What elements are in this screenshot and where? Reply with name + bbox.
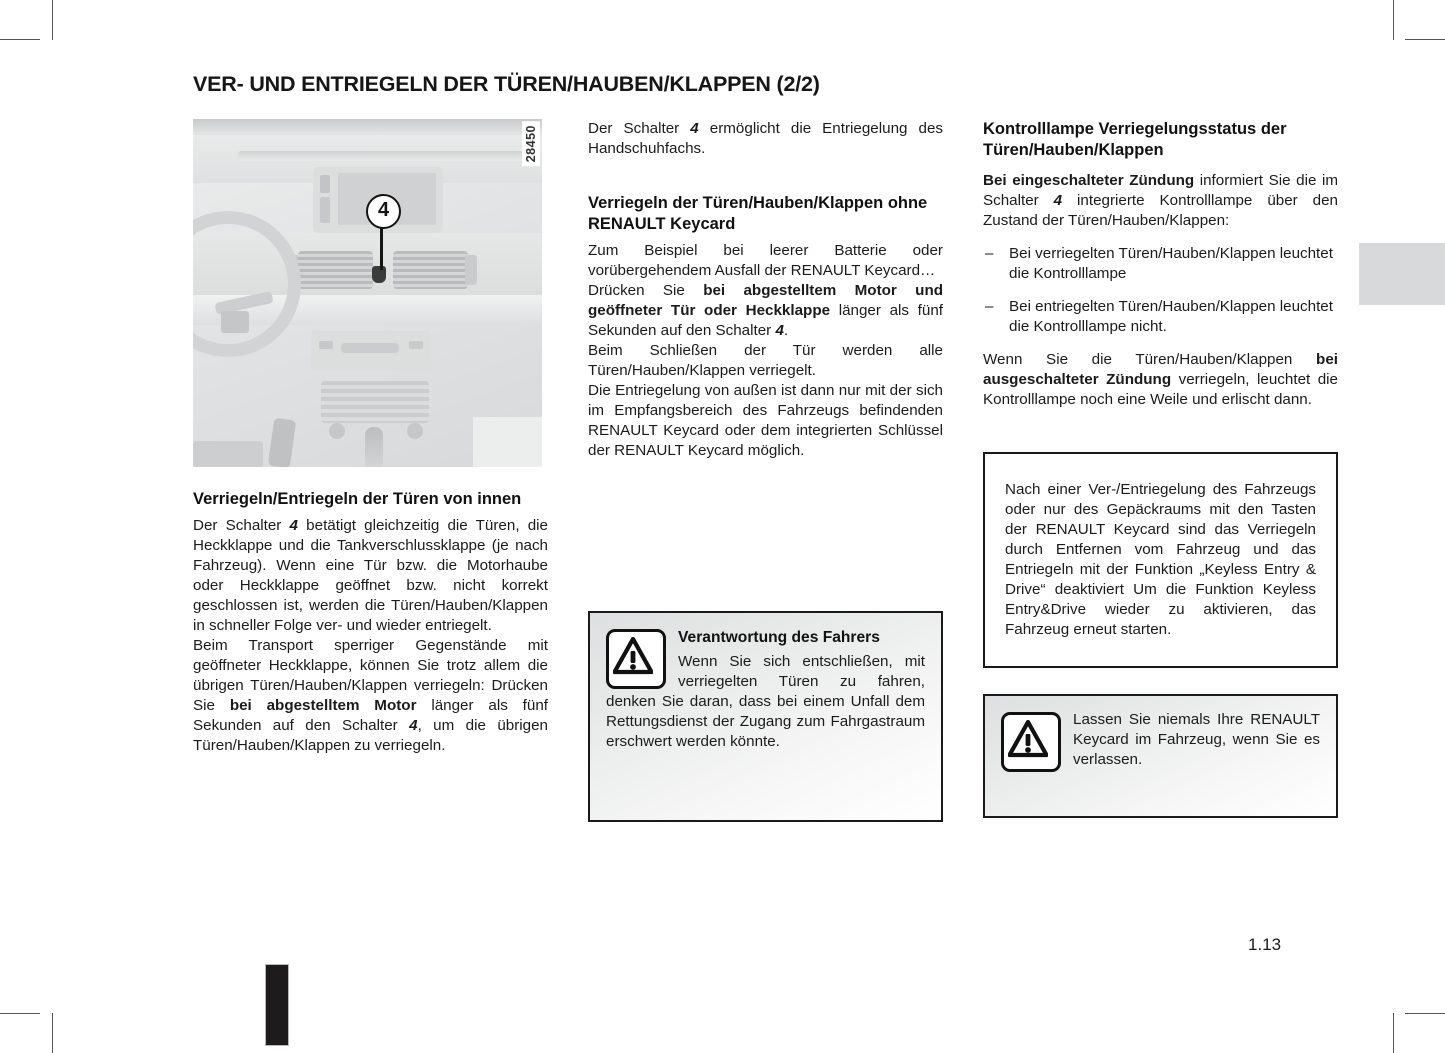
steering-wheel-control-shape xyxy=(221,311,249,333)
middle-column-spacer xyxy=(588,461,943,611)
left-p2-part-b: länger als fünf Sekunden auf den Schalter xyxy=(193,696,549,734)
warning-box-text: Wenn Sie sich entschließen, mit verriegelten Türen zu fahren, denken Sie daran, dass bei einem Unfall dem Rettungsdienst der Zugang zum Fahrgastraum erschwert werden könnte. xyxy=(606,653,925,750)
mid-intro-part-a: Der Schalter xyxy=(588,120,691,137)
mid-p2-bold: bei abgestelltem Motor und geöffneter Tür oder Heckklappe xyxy=(588,282,943,320)
crop-mark-top-right-vertical xyxy=(1393,0,1394,40)
mid-p2-part-a: Drücken Sie xyxy=(588,282,704,300)
mid-intro-switch-number: 4 xyxy=(690,120,699,137)
pedal-shape xyxy=(268,418,296,467)
left-paragraph-1 xyxy=(193,516,548,636)
right-p2-bold: bei ausgeschalteter Zündung xyxy=(983,351,1338,389)
vent-cap-right-shape xyxy=(465,255,477,285)
left-section-heading: Verriegeln/Entriegeln der Türen von innen xyxy=(193,490,522,508)
gear-shifter-shape xyxy=(365,427,383,467)
middle-column xyxy=(588,119,943,822)
warning-box-title: Verantwortung des Fahrers xyxy=(678,629,880,647)
crop-mark-bottom-left-horizontal xyxy=(0,1013,40,1014)
radio-panel-shape xyxy=(321,381,429,423)
display-button-shape-2 xyxy=(320,197,330,223)
note-box-text: Nach einer Ver-/Entriegelung des Fahrzeugs oder nur des Gepäckraums mit den Tasten der RENAULT Keycard sind das Verriegeln durch Entfernen vom Fahrzeug und das Entriegeln mit der Funktion „Keyless Entry & Drive“ deaktiviert Um die Funktion Keyless Entry&Drive wieder zu aktivieren, das Fahrzeug erneut starten. xyxy=(1005,481,1316,638)
right-paragraph-1 xyxy=(983,171,1338,231)
air-vent-right-shape xyxy=(393,251,468,289)
right-column-spacer-1 xyxy=(983,410,1338,452)
right-p1-part-b: integrierte Kontrolllampe über den Zustand der Türen/Hauben/Klappen: xyxy=(983,192,1338,230)
middle-paragraph-2 xyxy=(588,281,943,341)
callout-leader-line xyxy=(380,225,383,270)
chapter-index-tab xyxy=(1359,243,1445,305)
left-p2-part-a: Beim Transport sperriger Gegenstände mit geöffneter Heckklappe, können Sie trotz allem die übrigen Türen/Hauben/Klappen verriegeln: Drücken Sie xyxy=(193,637,548,714)
air-vent-left-shape xyxy=(298,251,373,289)
chapter-marker-bar xyxy=(265,964,289,1046)
right-column xyxy=(983,119,1338,818)
left-p2-bold: bei abgestelltem Motor xyxy=(229,696,417,714)
display-button-shape-1 xyxy=(320,175,330,193)
crop-mark-top-left-horizontal xyxy=(0,39,40,40)
defroster-vent-shape xyxy=(238,151,528,161)
console-knob-left-shape xyxy=(329,423,345,439)
middle-section-heading: Verriegeln der Türen/Hauben/Klappen ohne RENAULT Keycard xyxy=(588,193,928,234)
right-p1-part-a: informiert Sie die im Schalter xyxy=(983,172,1338,210)
left-paragraph-2 xyxy=(193,636,548,756)
warning-triangle-icon xyxy=(606,629,666,689)
warning-triangle-icon xyxy=(1001,712,1061,772)
right-p2-part-b: verriegeln, leuchtet die Kontrolllampe noch eine Weile und erlischt dann. xyxy=(983,371,1339,409)
left-p1-part-b: betätigt gleichzeitig die Türen, die Heckklappe und die Tankverschlussklappe (je nach Fahrzeug). Wenn eine Tür bzw. die Motorhaube oder Heckklappe geöffnet bzw. nicht korrekt geschlossen ist, werden die Türen/Hauben/Klappen in schneller Folge ver- und wieder entriegelt. xyxy=(193,517,548,635)
middle-paragraph-1: Zum Beispiel bei leerer Batterie oder vorübergehendem Ausfall der RENAULT Keycard… xyxy=(588,242,943,280)
mid-p2-switch-number: 4 xyxy=(775,322,784,340)
crop-mark-bottom-left-vertical xyxy=(52,1013,53,1053)
keycard-warning-box xyxy=(983,694,1338,818)
right-column-spacer-2 xyxy=(983,668,1338,694)
callout-badge-4: 4 xyxy=(366,194,401,229)
warning-box-filler xyxy=(606,752,925,804)
page-body xyxy=(193,72,1339,822)
door-panel-shape xyxy=(473,417,542,467)
windshield-shape xyxy=(193,119,542,135)
right-section-heading: Kontrolllampe Verriegelungsstatus der Türen/Hauben/Klappen xyxy=(983,120,1287,160)
left-p2-part-c: , um die übrigen Türen/Hauben/Klappen zu verriegeln. xyxy=(193,716,548,754)
crop-mark-bottom-right-vertical xyxy=(1393,1013,1394,1053)
crop-mark-bottom-right-horizontal xyxy=(1405,1013,1445,1014)
central-locking-switch-shape xyxy=(372,266,386,283)
footwell-shape xyxy=(193,441,263,467)
left-p1-part-a: Der Schalter xyxy=(193,517,290,535)
keycard-warning-text: Lassen Sie niemals Ihre RENAULT Keycard im Fahrzeug, wenn Sie es verlassen. xyxy=(1073,710,1320,768)
page-number: 1.13 xyxy=(1248,935,1282,954)
left-p2-switch-number: 4 xyxy=(409,716,418,734)
climate-button-right-shape xyxy=(409,341,423,349)
right-p1-switch-number: 4 xyxy=(1053,192,1063,210)
crop-mark-top-right-horizontal xyxy=(1405,39,1445,40)
crop-mark-top-left-vertical xyxy=(52,0,53,40)
keycard-warning-filler xyxy=(1001,770,1320,800)
three-column-layout xyxy=(193,119,1339,822)
driver-responsibility-warning-box xyxy=(588,611,943,822)
middle-paragraph-3: Beim Schließen der Tür werden alle Türen/Hauben/Klappen verriegelt. xyxy=(588,342,943,380)
page-title: VER- UND ENTRIEGELN DER TÜREN/HAUBEN/KLAPPEN (2/2) xyxy=(193,72,820,96)
figure-reference-number: 28450 xyxy=(522,121,540,166)
mid-p2-part-c: . xyxy=(783,322,789,340)
middle-paragraph-4: Die Entriegelung von außen ist dann nur mit der sich im Empfangsbereich des Fahrzeugs befindenden RENAULT Keycard oder dem integrierten Schlüssel der RENAULT Keycard möglich. xyxy=(588,382,943,460)
climate-slot-shape xyxy=(341,343,399,353)
indicator-state-list xyxy=(983,244,1338,337)
right-p1-bold: Bei eingeschalteter Zündung xyxy=(983,172,1195,190)
mid-intro-part-b: ermöglicht die Entriegelung des Handschuhfachs. xyxy=(588,120,943,157)
right-paragraph-2 xyxy=(983,350,1338,410)
list-item: – Bei entriegelten Türen/Hauben/Klappen leuchtet die Kontrolllampe nicht. xyxy=(983,297,1338,337)
keyless-entry-note-box xyxy=(983,452,1338,668)
climate-button-left-shape xyxy=(319,341,333,349)
left-column xyxy=(193,119,548,756)
mid-p2-part-b: länger als fünf Sekunden auf den Schalter xyxy=(588,302,943,340)
console-knob-right-shape xyxy=(407,423,423,439)
right-p2-part-a: Wenn Sie die Türen/Hauben/Klappen xyxy=(983,351,1317,369)
middle-intro-paragraph xyxy=(588,119,943,159)
list-item: – Bei verriegelten Türen/Hauben/Klappen leuchtet die Kontrolllampe xyxy=(983,244,1338,284)
left-p1-switch-number: 4 xyxy=(289,517,298,535)
dashboard-figure xyxy=(193,119,542,467)
